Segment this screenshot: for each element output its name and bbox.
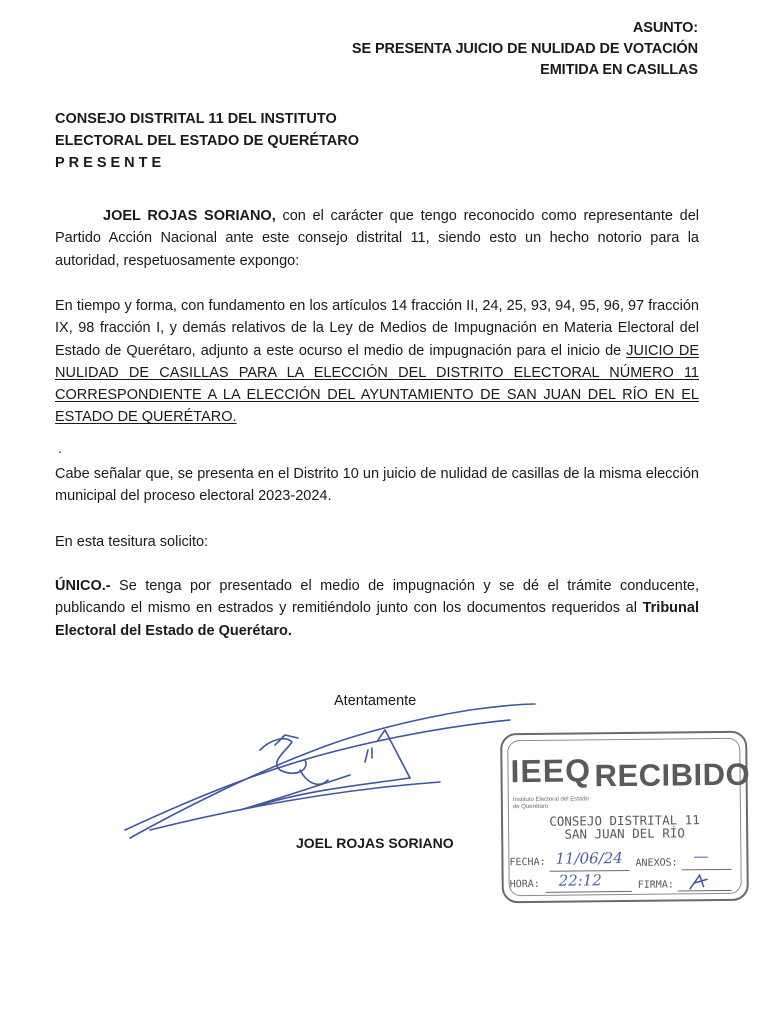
addressee-line-1: CONSEJO DISTRITAL 11 DEL INSTITUTO xyxy=(55,111,337,127)
stamp-consejo xyxy=(503,813,746,842)
request-intro-text: En esta tesitura solicito: xyxy=(55,534,209,550)
handwritten-signature xyxy=(110,690,550,850)
stamp-consejo-line-2: SAN JUAN DEL RÍO xyxy=(564,825,685,842)
stray-dot: . xyxy=(58,440,62,456)
received-stamp xyxy=(500,731,749,904)
note-text: Cabe señalar que, se presenta en el Distrito 10 un juicio de nulidad de casillas de la misma elección municipal del proceso electoral 2023-2024. xyxy=(55,466,699,505)
legal-basis-text: En tiempo y forma, con fundamento en los artículos 14 fracción II, 24, 25, 93, 94, 95, 96, 97 fracción IX, 98 fracción I, y demás relativos de la Ley de Medios de Impugnación en Materia Electoral del Estado de Querétaro, adjunto a este ocurso el medio de impugnación para el inicio de xyxy=(55,298,699,359)
stamp-hora-value: 22:12 xyxy=(558,871,602,890)
paragraph-request-intro xyxy=(55,531,699,553)
stamp-status: RECIBIDO xyxy=(594,756,751,794)
paragraph-introduction xyxy=(55,205,699,272)
representative-name: JOEL ROJAS SORIANO, xyxy=(103,208,276,224)
unique-label: ÚNICO.- xyxy=(55,578,111,594)
stamp-firma-scribble xyxy=(686,871,716,891)
tribunal-name: Tribunal Electoral del Estado de Querétaro. xyxy=(55,600,699,639)
subject-line-1: SE PRESENTA JUICIO DE NULIDAD DE VOTACIÓN xyxy=(351,41,698,57)
addressee-line-2: ELECTORAL DEL ESTADO DE QUERÉTARO xyxy=(55,133,359,149)
unique-request-text: Se tenga por presentado el medio de impugnación y se dé el trámite conducente, publicando el mismo en estrados y remitiéndolo junto con los documentos requeridos al xyxy=(55,578,699,617)
stamp-institute-text: Instituto Electoral del Estado de Querétaro xyxy=(512,796,589,811)
subject-line-2: EMITIDA EN CASILLAS xyxy=(540,62,698,78)
lawsuit-title-underlined: JUICIO DE NULIDAD DE CASILLAS PARA LA ELECCIÓN DEL DISTRITO ELECTORAL NÚMERO 11 CORRESPONDIENTE A LA ELECCIÓN DEL AYUNTAMIENTO DE SAN JUAN DEL RÍO EN EL ESTADO DE QUERÉTARO. xyxy=(55,342,700,426)
closing-atentamente: Atentamente xyxy=(334,693,417,709)
addressee-block xyxy=(55,108,359,174)
stamp-logo: IEEQ xyxy=(510,752,592,790)
paragraph-note xyxy=(55,463,699,508)
stamp-consejo-line-1: CONSEJO DISTRITAL 11 xyxy=(549,812,700,829)
stamp-anexos-value: — xyxy=(693,847,709,866)
stamp-fecha-label: FECHA: xyxy=(509,856,546,869)
stamp-hora-label: HORA: xyxy=(509,878,540,891)
subject-block xyxy=(352,18,698,81)
stamp-fecha-value: 11/06/24 xyxy=(555,849,623,868)
paragraph-legal-basis xyxy=(55,295,699,429)
stamp-firma-label: FIRMA: xyxy=(637,879,674,891)
stamp-anexos-label: ANEXOS: xyxy=(635,857,678,869)
subject-label: ASUNTO: xyxy=(632,20,698,36)
signer-name: JOEL ROJAS SORIANO xyxy=(296,835,454,851)
introduction-text: con el carácter que tengo reconocido como representante del Partido Acción Nacional ante este consejo distrital 11, siendo esto un hecho notorio para la autoridad, respetuosamente expongo: xyxy=(55,208,699,269)
addressee-presente: PRESENTE xyxy=(55,155,166,171)
paragraph-unique-request xyxy=(55,575,699,642)
